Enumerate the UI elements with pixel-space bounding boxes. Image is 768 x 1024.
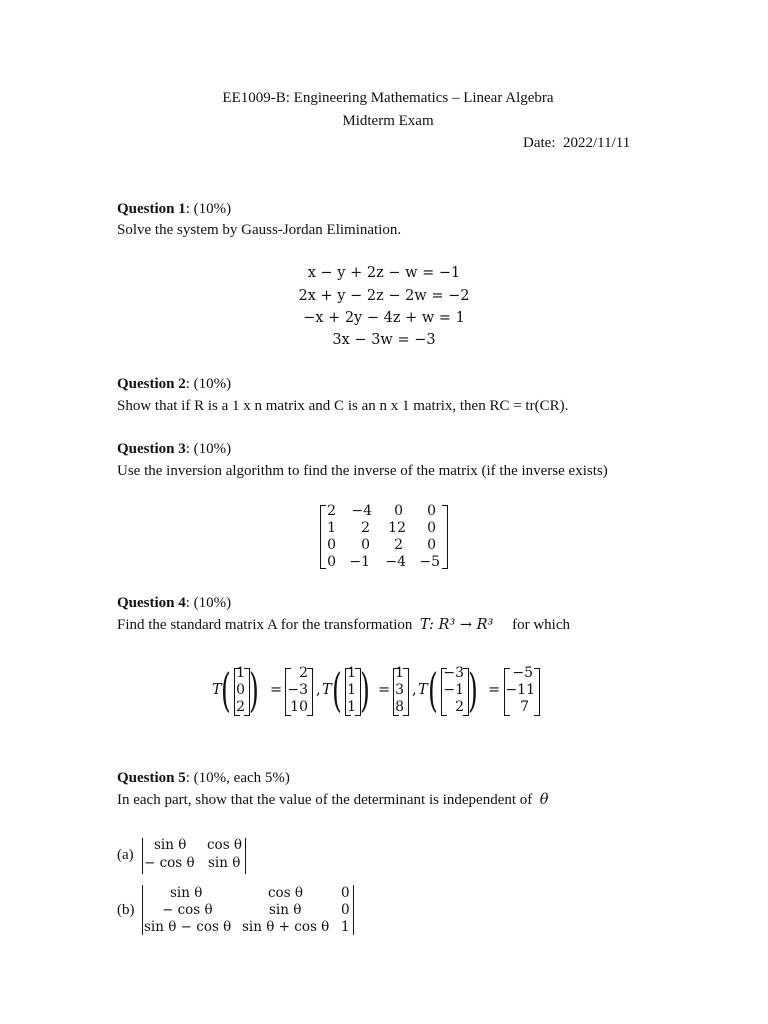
det-cell: sin θ − cos θ xyxy=(144,919,232,935)
q3-heading: Question 3 xyxy=(117,441,186,457)
date-value: 2022/11/11 xyxy=(562,135,631,151)
det-cell: sin θ xyxy=(208,855,241,871)
det-cell: sin θ xyxy=(154,837,187,853)
vector-entry: 8 xyxy=(395,699,404,715)
det-cell: sin θ xyxy=(269,902,302,918)
det-cell: sin θ + cos θ xyxy=(242,919,330,935)
matrix-left-bracket xyxy=(320,505,326,569)
vector-entry: 1 xyxy=(395,665,404,681)
right-paren: ) xyxy=(249,663,259,717)
q1-weight: : (10%) xyxy=(185,201,232,217)
det-bar-right xyxy=(245,838,246,874)
q3-heading-line xyxy=(117,441,231,458)
matrix-cell: 0 xyxy=(361,537,370,553)
q3-text: Use the inversion algorithm to find the inverse of the matrix (if the inverse exists) xyxy=(117,463,608,479)
q1-text: Solve the system by Gauss-Jordan Elimination. xyxy=(117,222,402,238)
date-label: Date: xyxy=(523,135,556,151)
matrix-cell: 0 xyxy=(327,537,336,553)
output-vector xyxy=(504,665,540,716)
q5-weight: : (10%, each 5%) xyxy=(185,770,290,786)
det-cell: cos θ xyxy=(207,837,243,853)
vector-entry: −5 xyxy=(512,665,533,681)
exam-title: EE1009-B: Engineering Mathematics – Linear Algebra xyxy=(222,90,554,106)
vector-entry: 1 xyxy=(347,699,356,715)
left-paren: ( xyxy=(221,663,231,717)
q4-heading-line xyxy=(117,595,231,612)
comma: , xyxy=(316,682,321,698)
q1-equation: 3x − 3w = −3 xyxy=(332,332,436,348)
input-vector xyxy=(345,665,361,716)
q3-weight: : (10%) xyxy=(185,441,232,457)
equals-sign: = xyxy=(270,682,283,698)
matrix-cell: 1 xyxy=(327,520,336,536)
det-cell: 0 xyxy=(341,885,350,901)
q5-heading-line xyxy=(117,770,290,787)
vector-entry: 3 xyxy=(395,682,404,698)
q2-heading: Question 2 xyxy=(117,376,186,392)
matrix-cell: 0 xyxy=(327,554,336,570)
q1-equation: 2x + y − 2z − 2w = −2 xyxy=(298,288,470,304)
left-paren: ( xyxy=(428,663,438,717)
vector-entry: 2 xyxy=(236,699,245,715)
matrix-cell: 0 xyxy=(394,503,403,519)
q5-heading: Question 5 xyxy=(117,770,186,786)
q4-mappings xyxy=(212,665,572,721)
q2-heading-line xyxy=(117,376,231,393)
right-paren: ) xyxy=(360,663,370,717)
q4-weight: : (10%) xyxy=(185,595,232,611)
q1-heading: Question 1 xyxy=(117,201,186,217)
t-symbol: T xyxy=(212,682,222,698)
vector-entry: −1 xyxy=(443,682,464,698)
matrix-cell: −1 xyxy=(349,554,370,570)
q5-text: In each part, show that the value of the determinant is independent of xyxy=(117,792,533,808)
vector-entry: −3 xyxy=(287,682,308,698)
det-cell: sin θ xyxy=(170,885,203,901)
det-cell: cos θ xyxy=(268,885,304,901)
vector-entry: 2 xyxy=(455,699,464,715)
vector-entry: −3 xyxy=(443,665,464,681)
t-symbol: T xyxy=(418,682,428,698)
determinant-b xyxy=(142,885,354,935)
matrix-cell: −5 xyxy=(419,554,440,570)
matrix-cell: 0 xyxy=(427,503,436,519)
q4-transform: T: R³ → R³ xyxy=(419,617,494,633)
det-bar-left xyxy=(142,838,143,874)
equals-sign: = xyxy=(378,682,391,698)
q3-matrix xyxy=(320,505,448,569)
q4-text-line xyxy=(117,617,570,634)
left-paren: ( xyxy=(332,663,342,717)
output-vector xyxy=(393,665,409,716)
det-cell: 0 xyxy=(341,902,350,918)
det-cell: − cos θ xyxy=(162,902,213,918)
vector-entry: 7 xyxy=(520,699,529,715)
part-a-label: (a) xyxy=(117,847,134,863)
det-bar-left xyxy=(142,885,143,935)
q4-text: Find the standard matrix A for the transformation xyxy=(117,617,413,633)
right-paren: ) xyxy=(468,663,478,717)
determinant-a xyxy=(142,838,246,874)
matrix-cell: 0 xyxy=(427,537,436,553)
det-cell: 1 xyxy=(341,919,350,935)
q1-equation: x − y + 2z − w = −1 xyxy=(307,265,461,281)
theta-symbol: θ xyxy=(539,792,549,808)
comma: , xyxy=(412,682,417,698)
matrix-cell: −4 xyxy=(385,554,406,570)
vector-entry: 1 xyxy=(347,682,356,698)
input-vector xyxy=(234,665,250,716)
input-vector xyxy=(441,665,469,716)
q1-equation: −x + 2y − 4z + w = 1 xyxy=(303,310,465,326)
matrix-cell: 0 xyxy=(427,520,436,536)
output-vector xyxy=(285,665,313,716)
q5-text-line xyxy=(117,792,549,809)
t-symbol: T xyxy=(322,682,332,698)
vector-entry: −11 xyxy=(505,682,535,698)
matrix-cell: −4 xyxy=(351,503,372,519)
det-cell: − cos θ xyxy=(144,855,195,871)
exam-date xyxy=(523,135,663,152)
matrix-right-bracket xyxy=(442,505,448,569)
vector-entry: 2 xyxy=(299,665,308,681)
q4-heading: Question 4 xyxy=(117,595,186,611)
vector-entry: 0 xyxy=(236,682,245,698)
equals-sign: = xyxy=(488,682,501,698)
vector-entry: 1 xyxy=(236,665,245,681)
det-bar-right xyxy=(353,885,354,935)
q2-text: Show that if R is a 1 x n matrix and C is an n x 1 matrix, then RC = tr(CR). xyxy=(117,398,569,414)
matrix-cell: 2 xyxy=(394,537,403,553)
part-b-label: (b) xyxy=(117,902,135,918)
exam-subtitle: Midterm Exam xyxy=(342,113,434,129)
q2-weight: : (10%) xyxy=(185,376,232,392)
vector-entry: 10 xyxy=(290,699,308,715)
vector-entry: 1 xyxy=(347,665,356,681)
q4-for-which: for which xyxy=(512,617,570,633)
matrix-cell: 2 xyxy=(361,520,370,536)
matrix-cell: 2 xyxy=(327,503,336,519)
q1-heading-line xyxy=(117,201,231,218)
matrix-cell: 12 xyxy=(388,520,406,536)
